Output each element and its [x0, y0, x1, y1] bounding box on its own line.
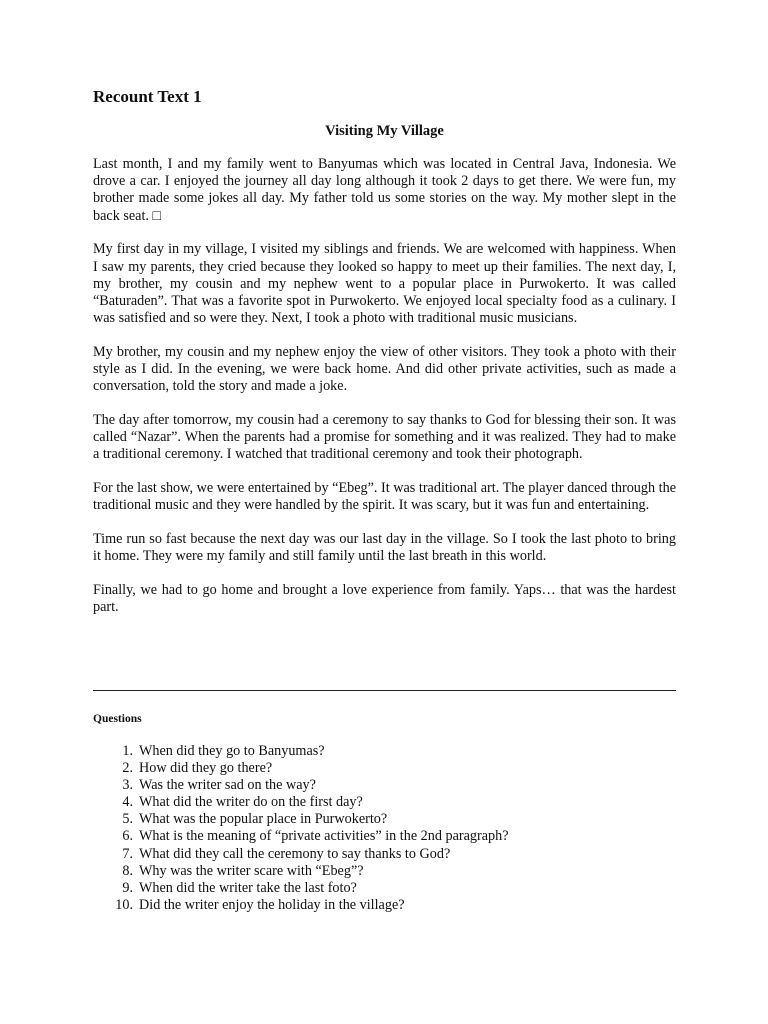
question-number: 6.: [122, 828, 133, 845]
story-body: [93, 156, 676, 633]
question-number: 7.: [122, 845, 133, 862]
question-item: [93, 880, 676, 897]
paragraph-2: My first day in my village, I visited my siblings and friends. We are welcomed with happiness. When I saw my parents, they cried because they looked so happy to meet up their families. The next day, I, my brother, my cousin and my nephew went to a popular place in Purwokerto. It was called “Baturaden”. That was a favorite spot in Purwokerto. We enjoyed local specialty food as a culinary. I was satisfied and so were they. Next, I took a photo with traditional music musicians.: [93, 241, 676, 327]
paragraph-7: Finally, we had to go home and brought a love experience from family. Yaps… that was the hardest part.: [93, 581, 676, 616]
question-text: When did the writer take the last foto?: [139, 879, 357, 896]
question-text: What is the meaning of “private activities” in the 2nd paragraph?: [139, 828, 509, 845]
question-item: [93, 760, 676, 777]
question-item: [93, 743, 676, 760]
question-number: 5.: [122, 811, 133, 828]
question-text: Was the writer sad on the way?: [139, 777, 316, 794]
questions-list: [93, 743, 676, 914]
question-text: What did they call the ceremony to say thanks to God?: [139, 845, 451, 862]
question-number: 8.: [122, 862, 133, 879]
question-item: [93, 897, 676, 914]
question-item: [93, 811, 676, 828]
question-number: 3.: [122, 777, 133, 794]
question-text: Why was the writer scare with “Ebeg”?: [139, 862, 364, 879]
question-text: Did the writer enjoy the holiday in the village?: [139, 896, 405, 913]
question-item: [93, 846, 676, 863]
question-number: 1.: [122, 743, 133, 759]
question-text: How did they go there?: [139, 760, 273, 777]
paragraph-1: Last month, I and my family went to Banyumas which was located in Central Java, Indonesia. We drove a car. I enjoyed the journey all day long although it took 2 days to get there. We were fun, my brother made some jokes all day. My father told us some stories on the way. My mother slept in the back seat. □: [93, 156, 676, 224]
paragraph-4: The day after tomorrow, my cousin had a ceremony to say thanks to God for blessing their son. It was called “Nazar”. When the parents had a promise for something and it was realized. They had to make a traditional ceremony. I watched that traditional ceremony and took their photograph.: [93, 411, 676, 463]
question-item: [93, 828, 676, 845]
question-item: [93, 777, 676, 794]
question-text: What was the popular place in Purwokerto?: [139, 811, 388, 828]
paragraph-6: Time run so fast because the next day was our last day in the village. So I took the last photo to bring it home. They were my family and still family until the last breath in this world.: [93, 530, 676, 565]
document-title: Recount Text 1: [93, 87, 202, 106]
questions-heading: Questions: [93, 713, 142, 725]
paragraph-3: My brother, my cousin and my nephew enjoy the view of other visitors. They took a photo with their style as I did. In the evening, we were back home. And did other private activities, such as made a conversation, told the story and made a joke.: [93, 343, 676, 395]
question-item: [93, 794, 676, 811]
question-number: 10.: [115, 896, 133, 913]
question-text: When did they go to Banyumas?: [139, 743, 325, 759]
paragraph-5: For the last show, we were entertained by “Ebeg”. It was traditional art. The player danced through the traditional music and they were handled by the spirit. It was scary, but it was fun and entertaining.: [93, 480, 676, 514]
question-item: [93, 863, 676, 880]
question-text: What did the writer do on the first day?: [139, 794, 363, 811]
question-number: 4.: [122, 794, 133, 811]
section-divider: [93, 690, 676, 691]
question-number: 9.: [122, 879, 133, 896]
question-number: 2.: [122, 760, 133, 777]
story-title: Visiting My Village: [325, 123, 444, 139]
